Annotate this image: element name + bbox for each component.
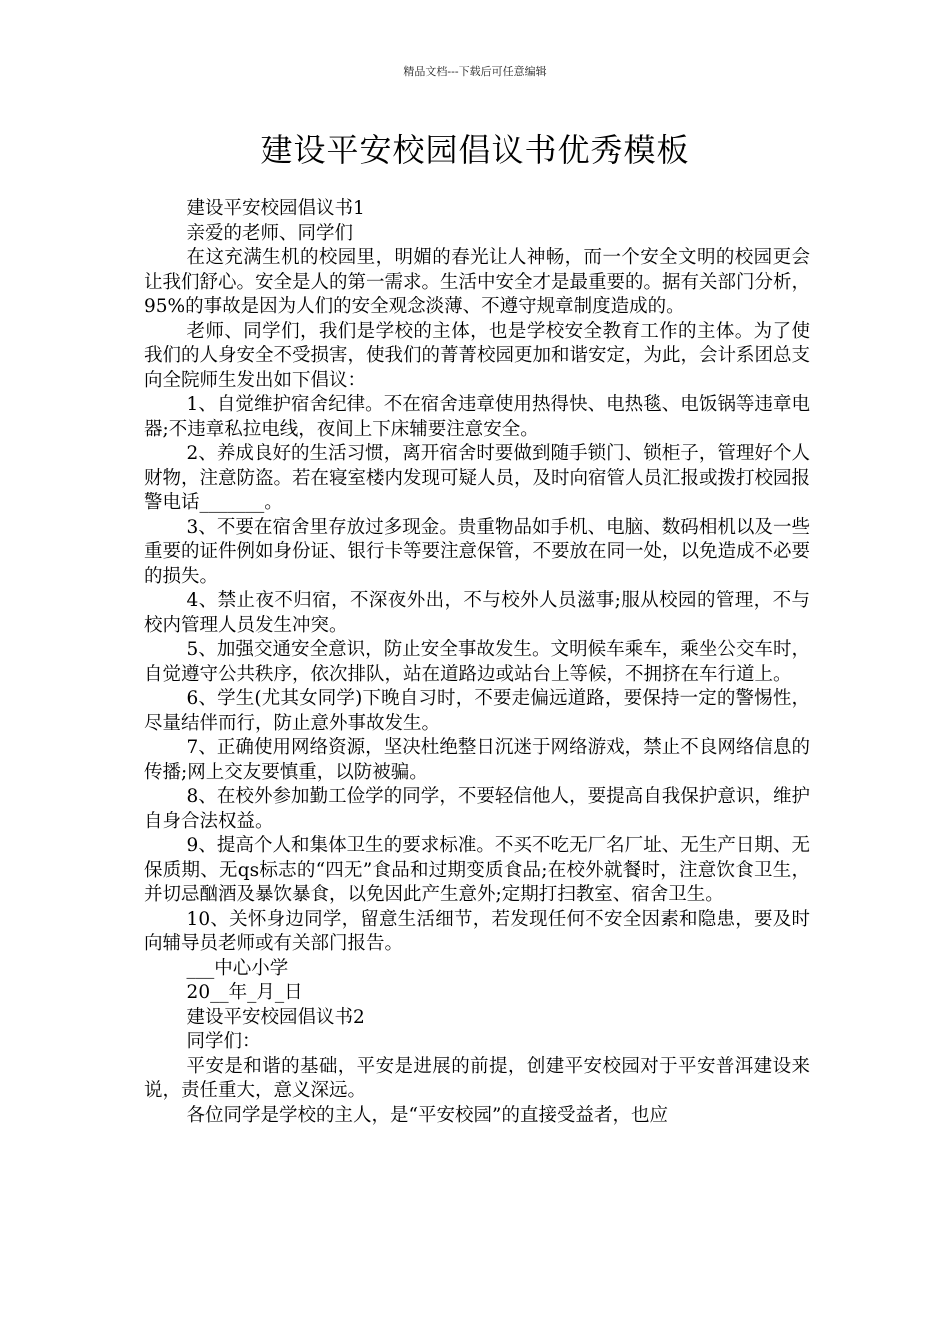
list-item: 5、加强交通安全意识，防止安全事故发生。文明候车乘车，乘坐公交车时，自觉遵守公共秩序，依次排队，站在道路边或站台上等候，不拥挤在车行道上。 [144, 639, 810, 685]
list-item: 3、不要在宿舍里存放过多现金。贵重物品如手机、电脑、数码相机以及一些重要的证件例如身份证、银行卡等要注意保管，不要放在同一处，以免造成不必要的损失。 [144, 516, 811, 587]
signature-date: 20__年_月_日 [186, 982, 303, 1003]
signature-organization: ___中心小学 [186, 957, 289, 979]
paragraph-salutation: 同学们： [186, 1031, 261, 1052]
page-header: 精品文档---下载后可任意编辑 [403, 65, 547, 78]
paragraph-heading-2: 建设平安校园倡议书2 [186, 1006, 365, 1028]
list-item: 10、关怀身边同学，留意生活细节，若发现任何不安全因素和隐患，要及时向辅导员老师或有关部门报告。 [144, 908, 810, 954]
paragraph-salutation: 亲爱的老师、同学们 [186, 222, 354, 244]
document-title: 建设平安校园倡议书优秀模板 [260, 131, 690, 169]
paragraph: 在这充满生机的校园里，明媚的春光让人神畅，而一个安全文明的校园更会让我们舒心。安全是人的第一需求。生活中安全才是最重要的。据有关部门分析，95%的事故是因为人们的安全观念淡薄、不遵守规章制度造成的。 [144, 247, 811, 317]
paragraph: 各位同学是学校的主人，是“平安校园”的直接受益者，也应 [186, 1104, 668, 1126]
list-item: 4、禁止夜不归宿，不深夜外出，不与校外人员滋事;服从校园的管理，不与校内管理人员发生冲突。 [144, 590, 810, 636]
list-item: 1、自觉维护宿舍纪律。不在宿舍违章使用热得快、电热毯、电饭锅等违章电器;不违章私拉电线，夜间上下床辅要注意安全。 [144, 394, 810, 440]
list-item: 6、学生(尤其女同学)下晚自习时，不要走偏远道路，要保持一定的警惕性，尽量结伴而行，防止意外事故发生。 [144, 688, 810, 734]
list-item: 2、养成良好的生活习惯，离开宿舍时要做到随手锁门、锁柜子，管理好个人财物，注意防盗。若在寝室楼内发现可疑人员，及时向宿管人员汇报或拨打校园报警电话_______。 [144, 443, 811, 513]
paragraph-heading-1: 建设平安校园倡议书1 [186, 198, 365, 219]
paragraph: 平安是和谐的基础，平安是进展的前提，创建平安校园对于平安普洱建设来说，责任重大，意义深远。 [144, 1055, 810, 1101]
list-item: 7、正确使用网络资源，坚决杜绝整日沉迷于网络游戏，禁止不良网络信息的传播;网上交友要慎重，以防被骗。 [144, 737, 810, 783]
list-item: 9、提高个人和集体卫生的要求标准。不买不吃无厂名厂址、无生产日期、无保质期、无qs标志的“四无”食品和过期变质食品;在校外就餐时，注意饮食卫生，并切忌酗酒及暴饮暴食，以免因此产生意外;定期打扫教室、宿舍卫生。 [144, 835, 810, 905]
document-body [144, 197, 810, 1128]
list-item: 8、在校外参加勤工俭学的同学，不要轻信他人，要提高自我保护意识，维护自身合法权益。 [144, 786, 810, 832]
paragraph: 老师、同学们，我们是学校的主体，也是学校安全教育工作的主体。为了使我们的人身安全不受损害，使我们的菁菁校园更加和谐安定，为此，会计系团总支向全院师生发出如下倡议： [144, 320, 811, 391]
